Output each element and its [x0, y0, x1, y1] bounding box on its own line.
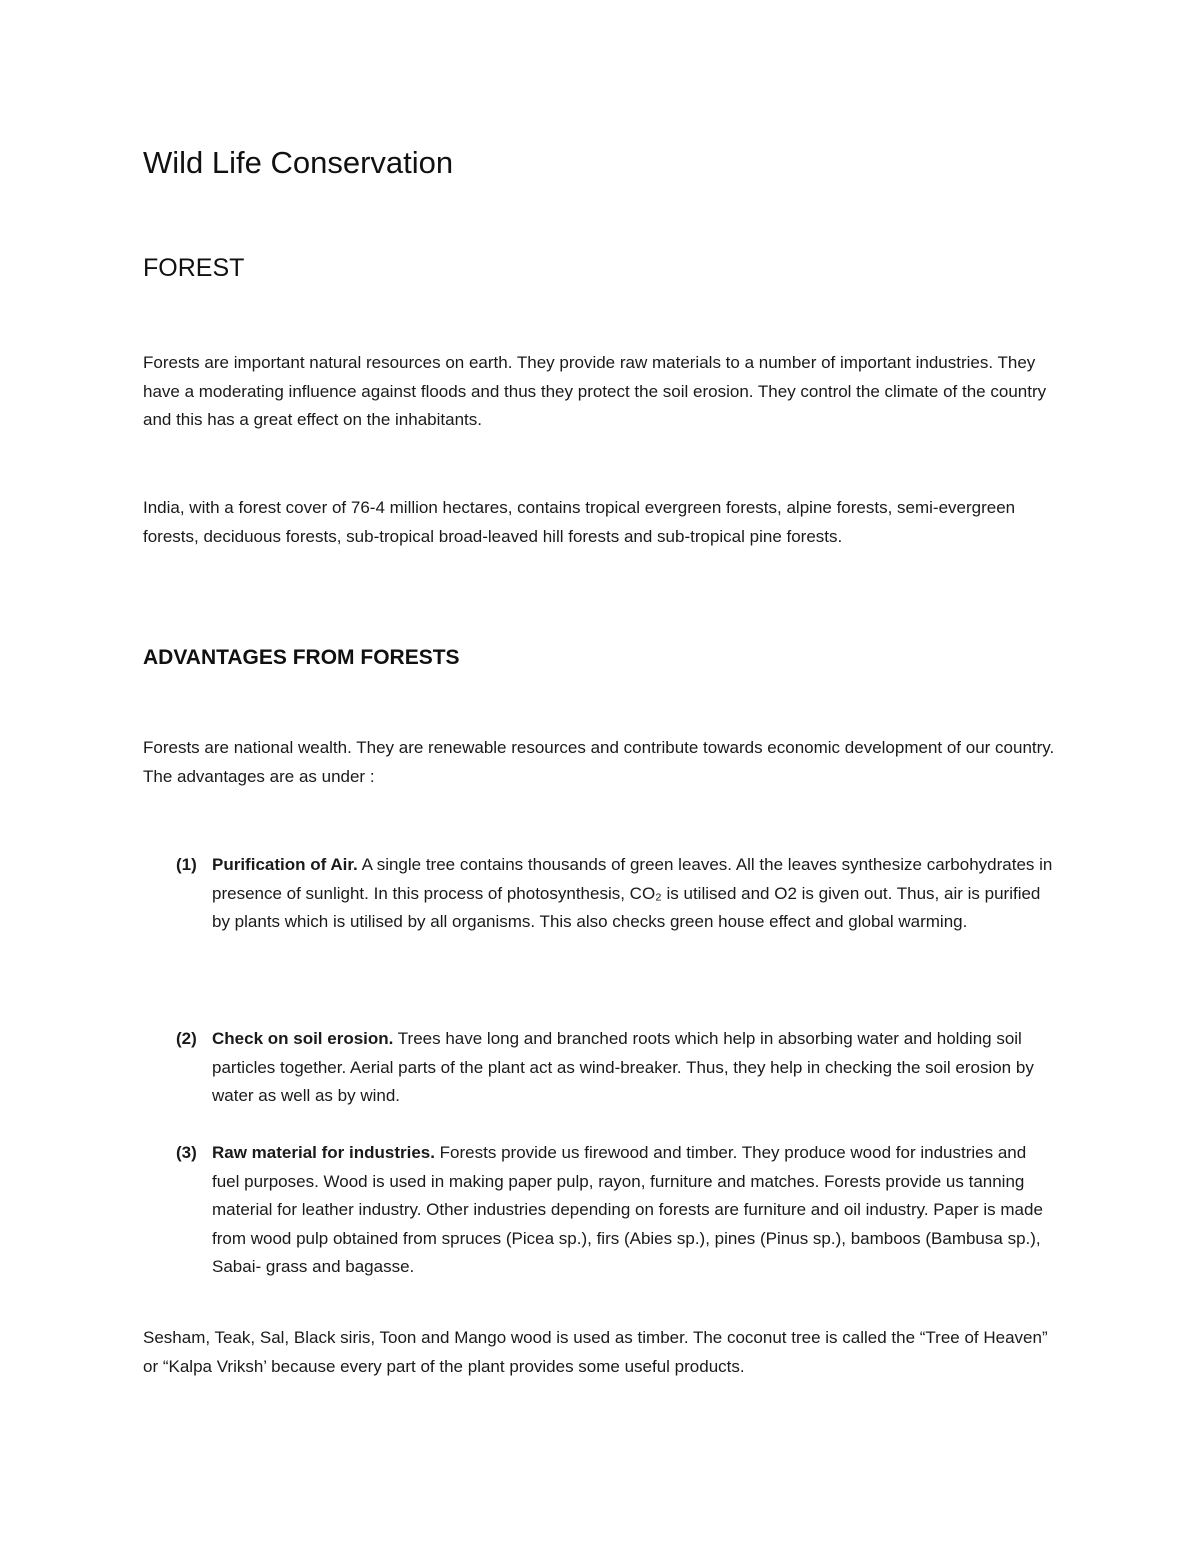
list-item-heading: Raw material for industries.: [212, 1143, 435, 1162]
list-item-raw-material-for-industries: [176, 1139, 1056, 1282]
paragraph-forests-intro: Forests are important natural resources on earth. They provide raw materials to a number of important industries. They have a moderating influence against floods and thus they protect the soil erosion. They control the climate of the country and this has a great effect on the inhabitants.: [143, 353, 1047, 430]
paragraph-advantages-intro: Forests are national wealth. They are renewable resources and contribute towards economic development of our country. The advantages are as under :: [143, 738, 1055, 786]
list-item-body: [212, 851, 1056, 937]
list-item-body: [212, 1139, 1056, 1282]
list-item-body: [212, 1025, 1056, 1111]
list-item-number: (3): [176, 1143, 197, 1162]
section-heading-forest: FOREST: [143, 254, 245, 282]
list-item-purification-of-air: [176, 851, 1056, 937]
list-item-check-on-soil-erosion: [176, 1025, 1056, 1111]
list-item-heading: Purification of Air.: [212, 855, 358, 874]
list-item-number: (1): [176, 855, 197, 874]
list-item-text: A single tree contains thousands of green leaves. All the leaves synthesize carbohydrates in presence of sunlight. In this process of photosynthesis, CO₂ is utilised and O2 is given out. Thus, air is purified by plants which is utilised by all organisms. This also checks green house effect and global warming.: [212, 855, 1053, 932]
list-item-text: Forests provide us firewood and timber. They produce wood for industries and fuel purposes. Wood is used in making paper pulp, rayon, furniture and matches. Forests provide us tanning material for leather industry. Other industries depending on forests are furniture and oil industry. Paper is made from wood pulp obtained from spruces (Picea sp.), firs (Abies sp.), pines (Pinus sp.), bamboos (Bambusa sp.), Sabai- grass and bagasse.: [212, 1143, 1043, 1277]
list-item-heading: Check on soil erosion.: [212, 1029, 394, 1048]
section-heading-advantages: ADVANTAGES FROM FORESTS: [143, 646, 460, 669]
paragraph-timber-woods: Sesham, Teak, Sal, Black siris, Toon and Mango wood is used as timber. The coconut tree is called the “Tree of Heaven” or “Kalpa Vriksh’ because every part of the plant provides some useful products.: [143, 1328, 1048, 1376]
document-title: Wild Life Conservation: [143, 145, 454, 180]
list-item-number: (2): [176, 1029, 197, 1048]
paragraph-india-forest-cover: India, with a forest cover of 76-4 million hectares, contains tropical evergreen forests, alpine forests, semi-evergreen forests, deciduous forests, sub-tropical broad-leaved hill forests and sub-tropical pine forests.: [143, 498, 1016, 546]
list-item-text: Trees have long and branched roots which help in absorbing water and holding soil particles together. Aerial parts of the plant act as wind-breaker. Thus, they help in checking the soil erosion by water as well as by wind.: [212, 1029, 1034, 1106]
